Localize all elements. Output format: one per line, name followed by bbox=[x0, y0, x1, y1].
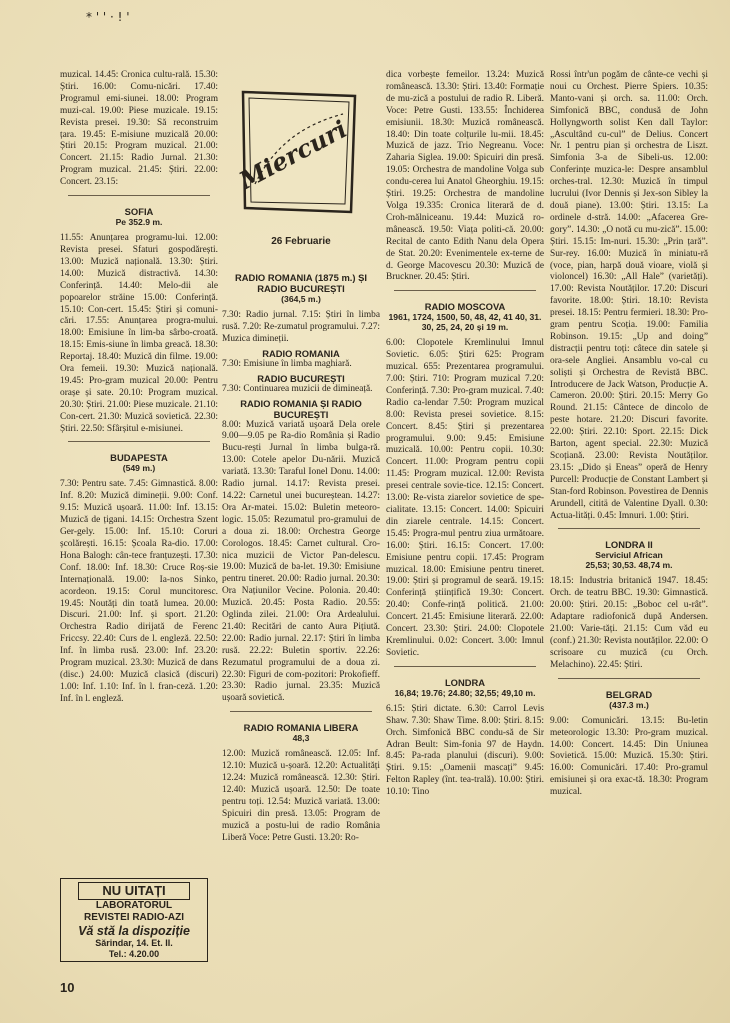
radio-romania-heading: RADIO ROMANIA bbox=[262, 347, 340, 359]
belgrad-frequency: (437.3 m.) bbox=[609, 699, 649, 710]
separator bbox=[68, 441, 210, 442]
belgrad-program: 9.00: Comunicări. 13.15: Bu-letin meteorologic 13.30: Pro-gram muzical. 14.00: Concert. 14.45: Din Uniunea Sovietică. 15.00: Muzică. 15.30: Știri. 16.00: Comunicări. 17.40: Pro-gramul emisiunei și ora exac-tă. 18.30: Program muzical. bbox=[550, 715, 708, 798]
radio-romania-libera-frequency: 48,3 bbox=[292, 733, 310, 744]
program-date: 26 Februarie bbox=[271, 236, 331, 247]
radio-moscova-frequency: 1961, 1724, 1500, 50, 48, 42, 41 40, 31. 30, 25, 24, 20 și 19 m. bbox=[388, 312, 542, 333]
laboratory-advertisement bbox=[60, 878, 208, 962]
sofia-program: 11.55: Anunțarea programu-lui. 12.00: Revista presei. Sfaturi gospodărești. 13.00: Muzică națională. 13.30: Știri. 14.00: Muzică distractivă. 14.30: Conferință. 14.40: Melo-dii ale popoarelor străine 15.00: Conferință. 15.10: Con-cert. 15.45: Știri și comuni-cări. 17.55: Anunțarea progra-mului. 18.00: Emisiune în lim-ba sârbo-croată. 18.15: Emis-siune în limba greacă. 18.30: Reportaj. 18.40: Muzică din filme. 19.00: Ora femeii. 19.30: Muzică națională. 19.45: Pro-gram muzical 20.00: Pentru orașe și sate. 20.10: Program muzical. 20.30: Știri. 21.00: Piese muzicale. 21.10: Con-cert. 21.30: Muzică sovietică. 22.30: Știri. 22.50: Sfârșitul e-misiunei. bbox=[60, 233, 218, 434]
radio-romania-bucuresti-program: 7.30: Radio jurnal. 7.15: Știri în limba rusă. 7.20: Re-zumatul programului. 7.27: Muzica dimineții. bbox=[222, 310, 380, 344]
page-number: 10 bbox=[60, 980, 75, 995]
separator bbox=[558, 528, 700, 529]
sofia-heading: SOFIA bbox=[124, 206, 154, 218]
column-1 bbox=[60, 70, 218, 870]
separator bbox=[394, 290, 536, 291]
radio-bucuresti-heading: RADIO BUCUREȘTI bbox=[257, 372, 345, 384]
budapesta-heading: BUDAPESTA bbox=[110, 452, 168, 464]
radio-moscova-program: 6.00: Clopotele Kremlinului Imnul Sovietic. 6.05: Știri 625: Program muzical. 655: Prezentarea programului. 7.00: Știri. 710: Program muzical 7.20: Conferință. 7.30: Pro-gram muzical. 7.40: Radio ca-lendar 7.50: Program muzical 8.00: Revista presei sovietice. 8.15: Concert. 8.45: Știri și prezentarea programului. 9.00: 9.45: Emisiune muzicală. 10.00: Pentru copii. 10.30: Concert. 11.00: Program pentru copii 11.45: Program muzical. 12.00: Revista presei centrale sovie-tice. 12.15: Concert. 13.00: Re-vista ziarelor sovietice de spe-cialitate. 13.15: Concert. 14.00: Spicuiri din ziarele centrale. 14.15: Concert. 15.45: Progra-mul pentru ziua următoare. 16.00: Știri. 16.15: Concert. 17.00: Emisiune pentru copii. 17.45: Program muzical. 18.00: Emisiune pentru tineret. 19.00: Știri și programul de seară. 19.15: Conferință științifică 19.30: Concert. 20.40: Confe-rință politică. 21.00: Concert. 21.45: Emisiune literară. 22.00: Concert. 23.30: Știri. 24.00: Clopotele Kremlinului. 0.02: Concert. 3.00: Imnul Sovietic. bbox=[386, 338, 544, 658]
belgrad-heading: BELGRAD bbox=[605, 688, 653, 700]
top-print-mark: * ' ' · ! ' bbox=[86, 10, 130, 24]
radio-romania-libera-heading: RADIO ROMANIA LIBERA bbox=[243, 722, 359, 734]
ad-title: NU UITAȚI bbox=[78, 882, 190, 900]
budapesta-frequency: (549 m.) bbox=[122, 463, 156, 474]
separator bbox=[68, 195, 210, 196]
column-3-intro: dica vorbește femeilor. 13.24: Muzică românească. 13.30: Știri. 13.40: Formație de mu-zică a postului de radio R. Liberă. Voce: Petre Gusti. 133.55: Închiderea emisiunii. 18.30: Muzică românească. 18.40: Din toate colțurile lu-mii. 18.45: Muzică de jazz. Trio Negreanu. Voce: Zaharia Siglea. 19.00: Spicuiri din presă. 19.05: Orchestra de mandoline Volga sub condu-cerea lui Anatol Gheorghiu. 19.15: Știri. 19.25: Orchestra de mandoline Volga 19.335: Cronica literară de d. Croh-mălniceanu. 19.44: Muzică ro-mânească. 19.50: Viața politi-că. 20.00: Recital de canto Edith Nanu dela Opera de Stat. 20.20: Evenimentele ex-terne de d. George Macovescu 20.30: Muzică de Bruckner. 20.45: Știri. bbox=[386, 70, 544, 283]
ad-line-offer: Vă stă la dispoziție bbox=[78, 924, 190, 938]
radio-moscova-heading: RADIO MOSCOVA bbox=[424, 301, 506, 313]
ad-address: Sărindar, 14. Et. II. bbox=[95, 938, 173, 948]
logo-text: Miercuri bbox=[234, 114, 352, 195]
londra-ii-program: 18.15: Industria britanică 1947. 18.45: Orch. de teatru BBC. 19.30: Gimnastică. 20.00: Știri. 20.15: „Boboc cel u-rât”. Adaptare radiofonică după Andersen. 21.00: Varie-tăți. 21.15: Cum văd eu (conf.) 21.30: Revista noutăților. 22.00: O scrisoare cu muzică (cu Orch. Melachino). 22.45: Știri. bbox=[550, 576, 708, 670]
column-4 bbox=[550, 70, 708, 1005]
londra-ii-heading: LONDRA II bbox=[605, 539, 653, 551]
ad-phone: Tel.: 4.20.00 bbox=[108, 948, 160, 959]
radio-bucuresti-program: 7.30: Continuarea muzicii de dimineață. bbox=[222, 383, 373, 394]
sofia-frequency: Pe 352.9 m. bbox=[115, 217, 163, 228]
ad-line-magazine: REVISTEI RADIO-AZI bbox=[83, 912, 184, 923]
londra-ii-frequency: 25,53; 30,53. 48,74 m. bbox=[585, 560, 673, 571]
column-4-intro: Rossi într'un pogăm de cânte-ce vechi și noui cu Orchest. Pierre Spiers. 10.35: Manto-vani și orch. sa. 11.00: Orch. Simfonică BBC, condusă de John Hollyngworth solist Ken dall Taylor: „Ascultând cu-cul” de Delius. Concert Nr. 1 pentru pian și orchestra de Liszt. Simfonia 3-a de Sibeli-us. 12.00: Conferințe muzica-le: Despre ansamblul orches-tral. 12.30: Muzică în timpul lucrului (Ivor Dennis și Jex-son Sibley la două piane). 13.00: Știri. 13.15: La ordinele d-stră. 14.00: „Afacerea Gre-gory”. 14.30: „O notă cu mu-zică”. 15.00: Știri. 15.15: Im-nuri. 15.30: „Prin țară”. Sur-rey. 16.00: Muzică în miniatu-ră (voce, pian, harpă două vioare, violă și violoncel) 16.30: „All Hale” (varietăți). 17.00: Revista Noutăților. 17.20: Discuri favorite. 18.00: Știri. 18.10: Revista presei. 18.15: Pentru fermieri. 18.30: Pro-gram pentru Scoția. 19.00: Familia Robinson. 19.15: „Up and doing” distracții pentru toți: câtece din satele și ora-sele Angliei. Ansamblu vo-cal cu soliști și Orchestra de Revistă BBC. Introducere de Jack Watson, Producție A. Cameron. 20.00: Știri. 20.15: Merry Go Round. 21.15: Cântece de dincolo de peste hotare. 21.20: Discuri favorite. 22.00: Știri. 22.10: Sport. 22.15: Dick Barton, agent special. 22.30: Muzică Scoțiană. 23.00: Revista Noutăților. 23.15: „Dido și Eneas” operă de Henry Purcell: Producție de Constant Lambert și Stan-ford Robinson. Povestirea de Dennis Arundell, cititä de Valentine Dyall. 0.30: Actua-lități. 0.45: Imnuri. 1.00: Știri. bbox=[550, 70, 708, 521]
radio-romania-bucuresti-frequency: (364,5 m.) bbox=[281, 294, 321, 304]
londra-frequency: 16,84; 19.76; 24.80; 32,55; 49,10 m. bbox=[394, 687, 536, 698]
radio-romania-si-bucuresti-program: 8.00: Muzică variată ușoară Dela orele 9.00—9.05 pe Ra-dio România și Radio Bucu-rești Jurnal în limba bulga-ră. 13.00: Cotele apelor Du-nării. Muzică variată. 13.30: Taraful Ionel Donu. 14.00: Radio jurnal. 14.17: Revista presei. 14.22: Carnetul unei bucureștean. 14.27: Ora Ar-matei. 15.02: Buletin meteoro-logic. 15.05: Rezumatul pro-gramului de a doua zi. 18.00: Orchestra George Corologos. 18.45: Carnet cultural. Cro-nica muzicii de Victor Pan-delescu. 19.00: Muzică de ba-let. 19.30: Emisiune pentru tineret. 20.00: Radio jurnal. 20.30: Ora Națiunilor Vecine. Polonia. 20.40: Muzică. 20.45: Posta Radio. 20.55: Oglinda zilei. 21.00: Ora Ardealului. 21.40: Recitări de canto Aura Pițiută. 22.00: Radio jurnal. 22.17: Știri în limba rusă. 22.22: Buletin sportiv. 22.26: Rezumatul programului de a doua zi. 22.30: Figuri de com-pozitori: Prokofieff. 23.30: Radio jurnal. 23.35: Muzică ușoară sovietică. bbox=[222, 419, 380, 704]
column-3 bbox=[386, 70, 544, 798]
separator bbox=[558, 678, 700, 679]
column-1-intro: muzical. 14.45: Cronica cultu-rală. 15.30: Știri. 16.00: Comu-nicări. 17.40: Programul emi-siunei. 18.00: Program muzi-cal. 19.00: Piese muzicale. 19.15: Revista presei. 19.30: Să reconstruim țara. 19.45: E-misiune muzicală 20.00: Știri 20.15: Program muzical. 21.00: Concert. 21.15: Radio Jurnal. 21.30: Program muzical. 21.45: Știri. 22.00: Concert. 23.15: bbox=[60, 70, 218, 188]
budapesta-program: 7.30: Pentru sate. 7.45: Gimnastică. 8.00: Inf. 8.20: Muzică dimineții. 9.00: Conf. 9.15: Muzică ușoară. 11.00: Inf. 13.15: Muzică de țigani. 14.15: Orchestra Szent Ger-gely. 15.00: Inf. 15.10: Coruri școlărești. 16.15: Școala Ra-dio. 17.00: Hona Balogh: cân-tece franțuzești. 17.30: Conf. 18.00: Inf. 18.30: Cruce Roș-sie Internațională. 19.00: Ia-nos Sinko, acordeon. 19.15: Corul muncitoresc. 19.45: Noutăți din toată lumea. 20.00: Discuri. 21.00: Inf. și sport. 21.20: Orchestra Radio dirijată de Ferenc Friccsy. 22.40: Curs de l. engleză. 22.50: Inf. în limba rusă. 23.00: Inf. 23.20: Program muzical. 23.30: Muzică de dans (disc.) 24.00: Muzică clasică (discuri) 1.00: Inf. 1.10: Inf. în l. fran-ceză. 1.20: Inf. în l. engleză. bbox=[60, 479, 218, 704]
column-2 bbox=[222, 272, 380, 1009]
miercuri-logo bbox=[235, 84, 365, 224]
radio-romania-program: 7.30: Emisiune în limba maghiară. bbox=[222, 358, 352, 369]
separator bbox=[230, 711, 372, 712]
londra-heading: LONDRA bbox=[444, 676, 486, 688]
radio-romania-bucuresti-heading: RADIO ROMANIA (1875 m.) ȘI RADIO BUCUREȘTI bbox=[235, 272, 367, 294]
londra-ii-service: Serviciul African bbox=[595, 550, 663, 561]
radio-romania-libera-program: 12.00: Muzică românească. 12.05: Inf. 12.10: Muzică u-șoară. 12.20: Actualități 12.24: Muzică românească. 12.30: Știri. 12.40: Muzică ușoară. 12.50: De toate pentru toți. 12.54: Muzică variată. 13.00: Spicuiri din presă. 13.05: Program de muzică a postu-lui de radio România Liberă Voce: Petre Gusti. 13.20: Ro- bbox=[222, 749, 380, 843]
ad-line-laboratory: LABORATORUL bbox=[95, 900, 173, 911]
londra-program: 6.15: Știri dictate. 6.30: Carrol Levis Shaw. 7.30: Shaw Time. 8.00: Știri. 8.15: Orch. Simfonică BBC condu-să de Sir Adran Beult: Sim-fonia 97 de Haydn. 8.45: Pa-rada planului (discuri). 9.00: Știri. 9.15: „Oamenii mascați” 9.45: Felton Rapley (înt. tea-trală). 10.00: Știri. 10.10: Tino bbox=[386, 703, 544, 798]
separator bbox=[394, 666, 536, 667]
radio-romania-si-bucuresti-heading: RADIO ROMANIA ȘI RADIO BUCUREȘTI bbox=[240, 397, 362, 420]
